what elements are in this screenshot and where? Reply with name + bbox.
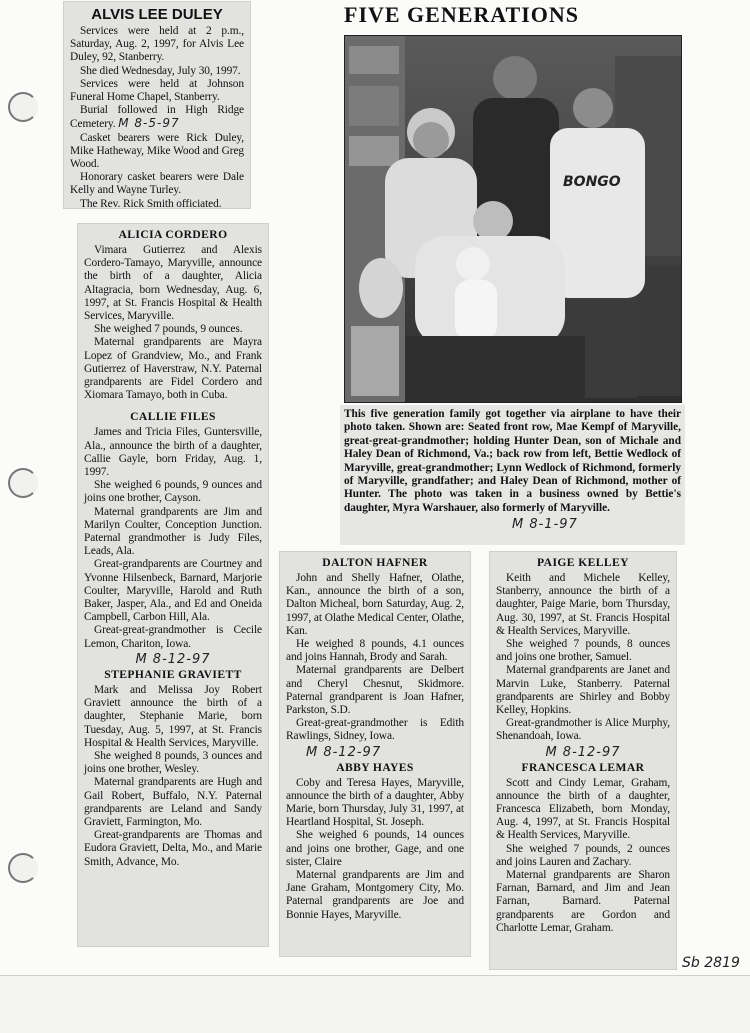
paragraph: She weighed 6 pounds, 14 ounces and joins one brother, Gage, and one sister, Claire (286, 829, 464, 868)
paragraph (70, 104, 244, 131)
handwritten-date: M 8-12-97 (135, 651, 211, 667)
paragraph: She weighed 7 pounds, 8 ounces and joins one brother, Samuel. (496, 638, 670, 664)
paragraph: Honorary casket bearers were Dale Kelly and Wayne Turley. (70, 171, 244, 197)
clipping-right-column (490, 552, 676, 969)
shirt-text: BONGO (563, 174, 621, 190)
paragraph: Services were held at 2 p.m., Saturday, Aug. 2, 1997, for Alvis Lee Duley, 92, Stanberry. (70, 25, 244, 64)
announcement-title: CALLIE FILES (130, 410, 216, 424)
handwritten-date: M 8-12-97 (545, 744, 621, 760)
paragraph: Great-grandmother is Alice Murphy, Shenandoah, Iowa. (496, 717, 670, 743)
paragraph: Mark and Melissa Joy Robert Graviett announce the birth of a daughter, Stephanie Marie, born Tuesday, Aug. 5, 1997, at St. Francis Hospital & Health Services, Maryville. (84, 683, 262, 749)
paragraph: Maternal grandparents are Sharon Farnan, Barnard, and Jim and Jean Farnan, Barnard. Paternal grandparents are Gordon and Charlotte Lemar, Graham. (496, 869, 670, 934)
paragraph: The Rev. Rick Smith officiated. (80, 197, 222, 208)
paragraph: Services were held at Johnson Funeral Home Chapel, Stanberry. (70, 77, 244, 104)
clipping-alvis-duley (64, 2, 250, 208)
announcement-title: ALICIA CORDERO (118, 228, 228, 241)
paragraph: James and Tricia Files, Guntersville, Ala., announce the birth of a daughter, Callie Gayle, born Friday, Aug. 1, 1997. (84, 426, 262, 479)
binder-hole (8, 92, 38, 122)
photo-illustration (345, 36, 681, 402)
page-edge (0, 975, 750, 976)
handwritten-date: M 8-5-97 (118, 116, 180, 131)
paragraph-text: Burial followed in High Ridge Cemetery. (70, 104, 244, 131)
clipping-left-column (78, 224, 268, 946)
five-generations-photo (344, 35, 682, 403)
paragraph: Maternal grandparents are Mayra Lopez of Grandview, Mo., and Frank Gutierrez of Haverstraw, N.Y. Paternal grandparents are Fidel Cordero and Xiomara Tamayo, both in Cuba. (84, 336, 262, 402)
paragraph: Maternal grandparents are Jim and Marilyn Coulter, Conception Junction. Paternal grandmother is Judy Files, Leads, Ala. (84, 505, 262, 558)
paragraph: Maternal grandparents are Hugh and Gail Robert, Buffalo, N.Y. Paternal grandparents are Leland and Sandy Graviett, Farmington, Mo. (84, 776, 262, 828)
paragraph: Vimara Gutierrez and Alexis Cordero-Tamayo, Maryville, announce the birth of a daughter, Alicia Altagracia, born Wednesday, Aug. 6, 1997, at St. Francis Hospital & Health Services, Maryville. (84, 244, 262, 323)
paragraph: Great-great-grandmother is Cecile Lemon, Chariton, Iowa. (84, 624, 262, 650)
binder-hole (8, 853, 38, 883)
paragraph: Casket bearers were Rick Duley, Mike Hatheway, Mike Wood and Greg Wood. (70, 131, 244, 171)
paragraph: Maternal grandparents are Delbert and Cheryl Chesnut, Skidmore. Paternal grandparent is Joan Hafner, Parkston, S.D. (286, 664, 464, 717)
paragraph: She died Wednesday, July 30, 1997. (80, 64, 241, 77)
paragraph: Keith and Michele Kelley, Stanberry, announce the birth of a daughter, Paige Marie, born Thursday, Aug. 30, 1997, at St. Francis Hospital & Health Services, Maryville. (496, 572, 670, 637)
paragraph: Great-grandparents are Thomas and Eudora Graviett, Delta, Mo., and Marie Smith, Advance, Mo. (84, 829, 262, 868)
paragraph: Scott and Cindy Lemar, Graham, announce the birth of a daughter, Francesca Elizabeth, born Monday, Aug. 4, 1997, at St. Francis Hospital & Health Services, Maryville. (496, 776, 670, 842)
archive-code: Sb 2819 (682, 955, 740, 971)
photo-caption (340, 405, 685, 545)
paragraph: Great-great-grandmother is Edith Rawlings, Sidney, Iowa. (286, 717, 464, 743)
caption-text: This five generation family got together via airplane to have their photo taken. Shown are: Seated front row, Mae Kempf of Maryville, great-great-grandmother; holding Hunter Dean, son of Michale and Haley Dean of Richmond, Va.; back row from left, Bettie Wedlock of Maryville, great-grandmother; Lynn Wedlock of Richmond, formerly of Maryville, grandfather; and Haley Dean of Richmond, mother of Hunter. The photo was taken in a business owned by Bettie's daughter, Myra Warshauer, also formerly of Maryville. (344, 408, 681, 514)
binder-hole (8, 468, 38, 498)
paragraph: Coby and Teresa Hayes, Maryville, announce the birth of a daughter, Abby Marie, born Thursday, July 31, 1997, at Heartland Hospital, St. Joseph. (286, 776, 464, 829)
announcement-title: DALTON HAFNER (322, 556, 428, 569)
handwritten-date: M 8-1-97 (512, 517, 578, 533)
paragraph: Great-grandparents are Courtney and Yvonne Hilsenbeck, Barnard, Marjorie Coulter, Maryville, Harold and Ruth Baker, Jasper, Ala., and Ed and Oneida Campbell, Carbon Hill, Ala. (84, 558, 262, 624)
announcement-title: STEPHANIE GRAVIETT (104, 667, 242, 681)
paragraph: She weighed 6 pounds, 9 ounces and joins one brother, Cayson. (84, 479, 262, 505)
paragraph: Maternal grandparents are Janet and Marvin Luke, Stanberry. Paternal grandparents are Shirley and Bobby Kelley, Hopkins. (496, 664, 670, 717)
paragraph: She weighed 7 pounds, 2 ounces and joins Lauren and Zachary. (496, 842, 670, 868)
paragraph: He weighed 8 pounds, 4.1 ounces and joins Hannah, Brody and Sarah. (286, 638, 464, 664)
paragraph: Maternal grandparents are Jim and Jane Graham, Montgomery City, Mo. Paternal grandparents are Joe and Bonnie Hayes, Maryville. (286, 869, 464, 921)
clipping-middle-column (280, 552, 470, 956)
paragraph: She weighed 7 pounds, 9 ounces. (94, 323, 243, 336)
handwritten-date: M 8-12-97 (306, 744, 382, 760)
paragraph: John and Shelly Hafner, Olathe, Kan., announce the birth of a son, Dalton Micheal, born Saturday, Aug. 2, 1997, at Olathe Medical Center, Olathe, Kan. (286, 572, 464, 637)
five-generations-title: FIVE GENERATIONS (344, 2, 580, 27)
announcement-title: ABBY HAYES (336, 760, 414, 774)
paragraph: She weighed 8 pounds, 3 ounces and joins one brother, Wesley. (84, 749, 262, 776)
obituary-title: ALVIS LEE DULEY (91, 6, 223, 23)
announcement-title: FRANCESCA LEMAR (521, 760, 645, 774)
announcement-title: PAIGE KELLEY (537, 556, 629, 569)
